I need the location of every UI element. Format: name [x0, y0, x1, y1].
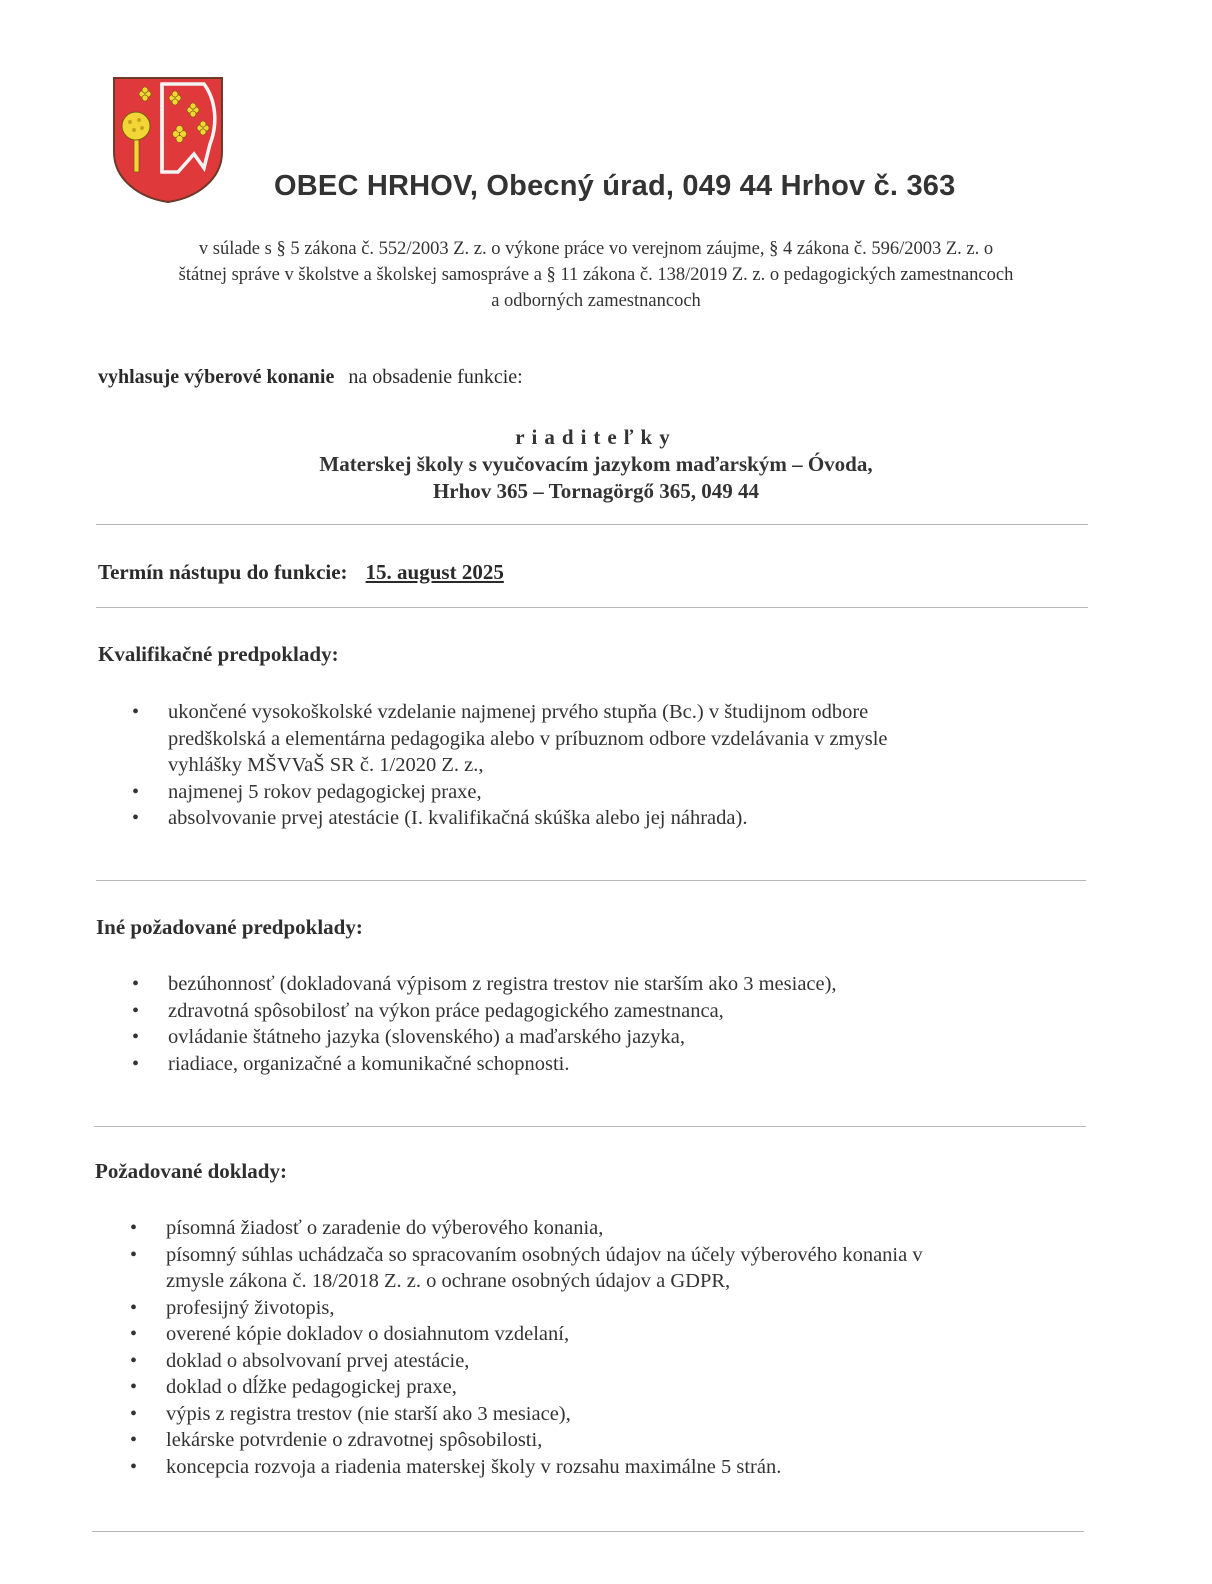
position-address: Hrhov 365 – Tornagörgő 365, 049 44	[432, 479, 760, 503]
legal-basis-line: v súlade s § 5 zákona č. 552/2003 Z. z. o výkone práce vo verejnom záujme, § 4 zákona č. 596/2003 Z. z. o	[198, 239, 994, 259]
list-item: • doklad o dĺžke pedagogickej praxe,	[130, 1374, 923, 1401]
documents-title: Požadované doklady:	[95, 1159, 287, 1183]
list-item: • zdravotná spôsobilosť na výkon práce pedagogického zamestnanca,	[132, 998, 837, 1025]
list-item: • písomná žiadosť o zaradenie do výberového konania,	[130, 1215, 923, 1242]
list-item: • overené kópie dokladov o dosiahnutom vzdelaní,	[130, 1321, 923, 1348]
list-item: • ovládanie štátneho jazyka (slovenského) a maďarského jazyka,	[132, 1024, 837, 1051]
other-requirements-title: Iné požadované predpoklady:	[96, 915, 363, 939]
legal-basis	[96, 236, 1096, 314]
list-item-continuation: vyhlášky MŠVVaŠ SR č. 1/2020 Z. z.,	[168, 754, 484, 776]
list-item: • ukončené vysokoškolské vzdelanie najmenej prvého stupňa (Bc.) v študijnom odbore	[132, 699, 888, 726]
list-item: • riadiace, organizačné a komunikačné schopnosti.	[132, 1051, 837, 1078]
list-item: • písomný súhlas uchádzača so spracovaním osobných údajov na účely výberového konania v	[130, 1242, 923, 1269]
qualifications-title: Kvalifikačné predpoklady:	[98, 642, 339, 666]
announcement-bold: vyhlasuje výberové konanie	[98, 366, 335, 388]
list-item: • bezúhonnosť (dokladovaná výpisom z registra trestov nie starším ako 3 mesiace),	[132, 971, 837, 998]
announcement	[98, 366, 523, 389]
list-item: • koncepcia rozvoja a riadenia materskej školy v rozsahu maximálne 5 strán.	[130, 1454, 923, 1481]
divider	[96, 524, 1088, 525]
position-role: riaditeľky	[515, 425, 677, 449]
qualifications-list	[132, 699, 888, 832]
list-item: • výpis z registra trestov (nie starší ako 3 mesiace),	[130, 1401, 923, 1428]
start-term-label: Termín nástupu do funkcie:	[98, 560, 348, 584]
divider	[96, 607, 1088, 608]
documents-list	[130, 1215, 923, 1480]
divider	[92, 1531, 1084, 1532]
other-requirements-list	[132, 971, 837, 1077]
page-title: OBEC HRHOV, Obecný úrad, 049 44 Hrhov č. 363	[274, 170, 956, 202]
start-term-date: 15. august 2025	[365, 560, 504, 584]
divider	[96, 880, 1086, 881]
coat-of-arms-logo	[112, 76, 224, 204]
position-block	[96, 424, 1096, 505]
announcement-text: na obsadenie funkcie:	[348, 366, 523, 388]
legal-basis-line: a odborných zamestnancoch	[491, 291, 701, 311]
list-item: • doklad o absolvovaní prvej atestácie,	[130, 1348, 923, 1375]
list-item-continuation: predškolská a elementárna pedagogika alebo v príbuznom odbore vzdelávania v zmysle	[168, 727, 888, 750]
list-item: • absolvovanie prvej atestácie (I. kvalifikačná skúška alebo jej náhrada).	[132, 805, 888, 832]
legal-basis-line: štátnej správe v školstve a školskej samospráve a § 11 zákona č. 138/2019 Z. z. o pedagogických zamestnancoch	[178, 265, 1014, 285]
list-item: • profesijný životopis,	[130, 1295, 923, 1322]
start-term	[98, 560, 504, 585]
list-item: • lekárske potvrdenie o zdravotnej spôsobilosti,	[130, 1427, 923, 1454]
list-item-continuation: zmysle zákona č. 18/2018 Z. z. o ochrane osobných údajov a GDPR,	[166, 1270, 731, 1292]
list-item: • najmenej 5 rokov pedagogickej praxe,	[132, 779, 888, 806]
divider	[94, 1126, 1086, 1127]
position-institution: Materskej školy s vyučovacím jazykom maďarským – Óvoda,	[319, 452, 873, 476]
